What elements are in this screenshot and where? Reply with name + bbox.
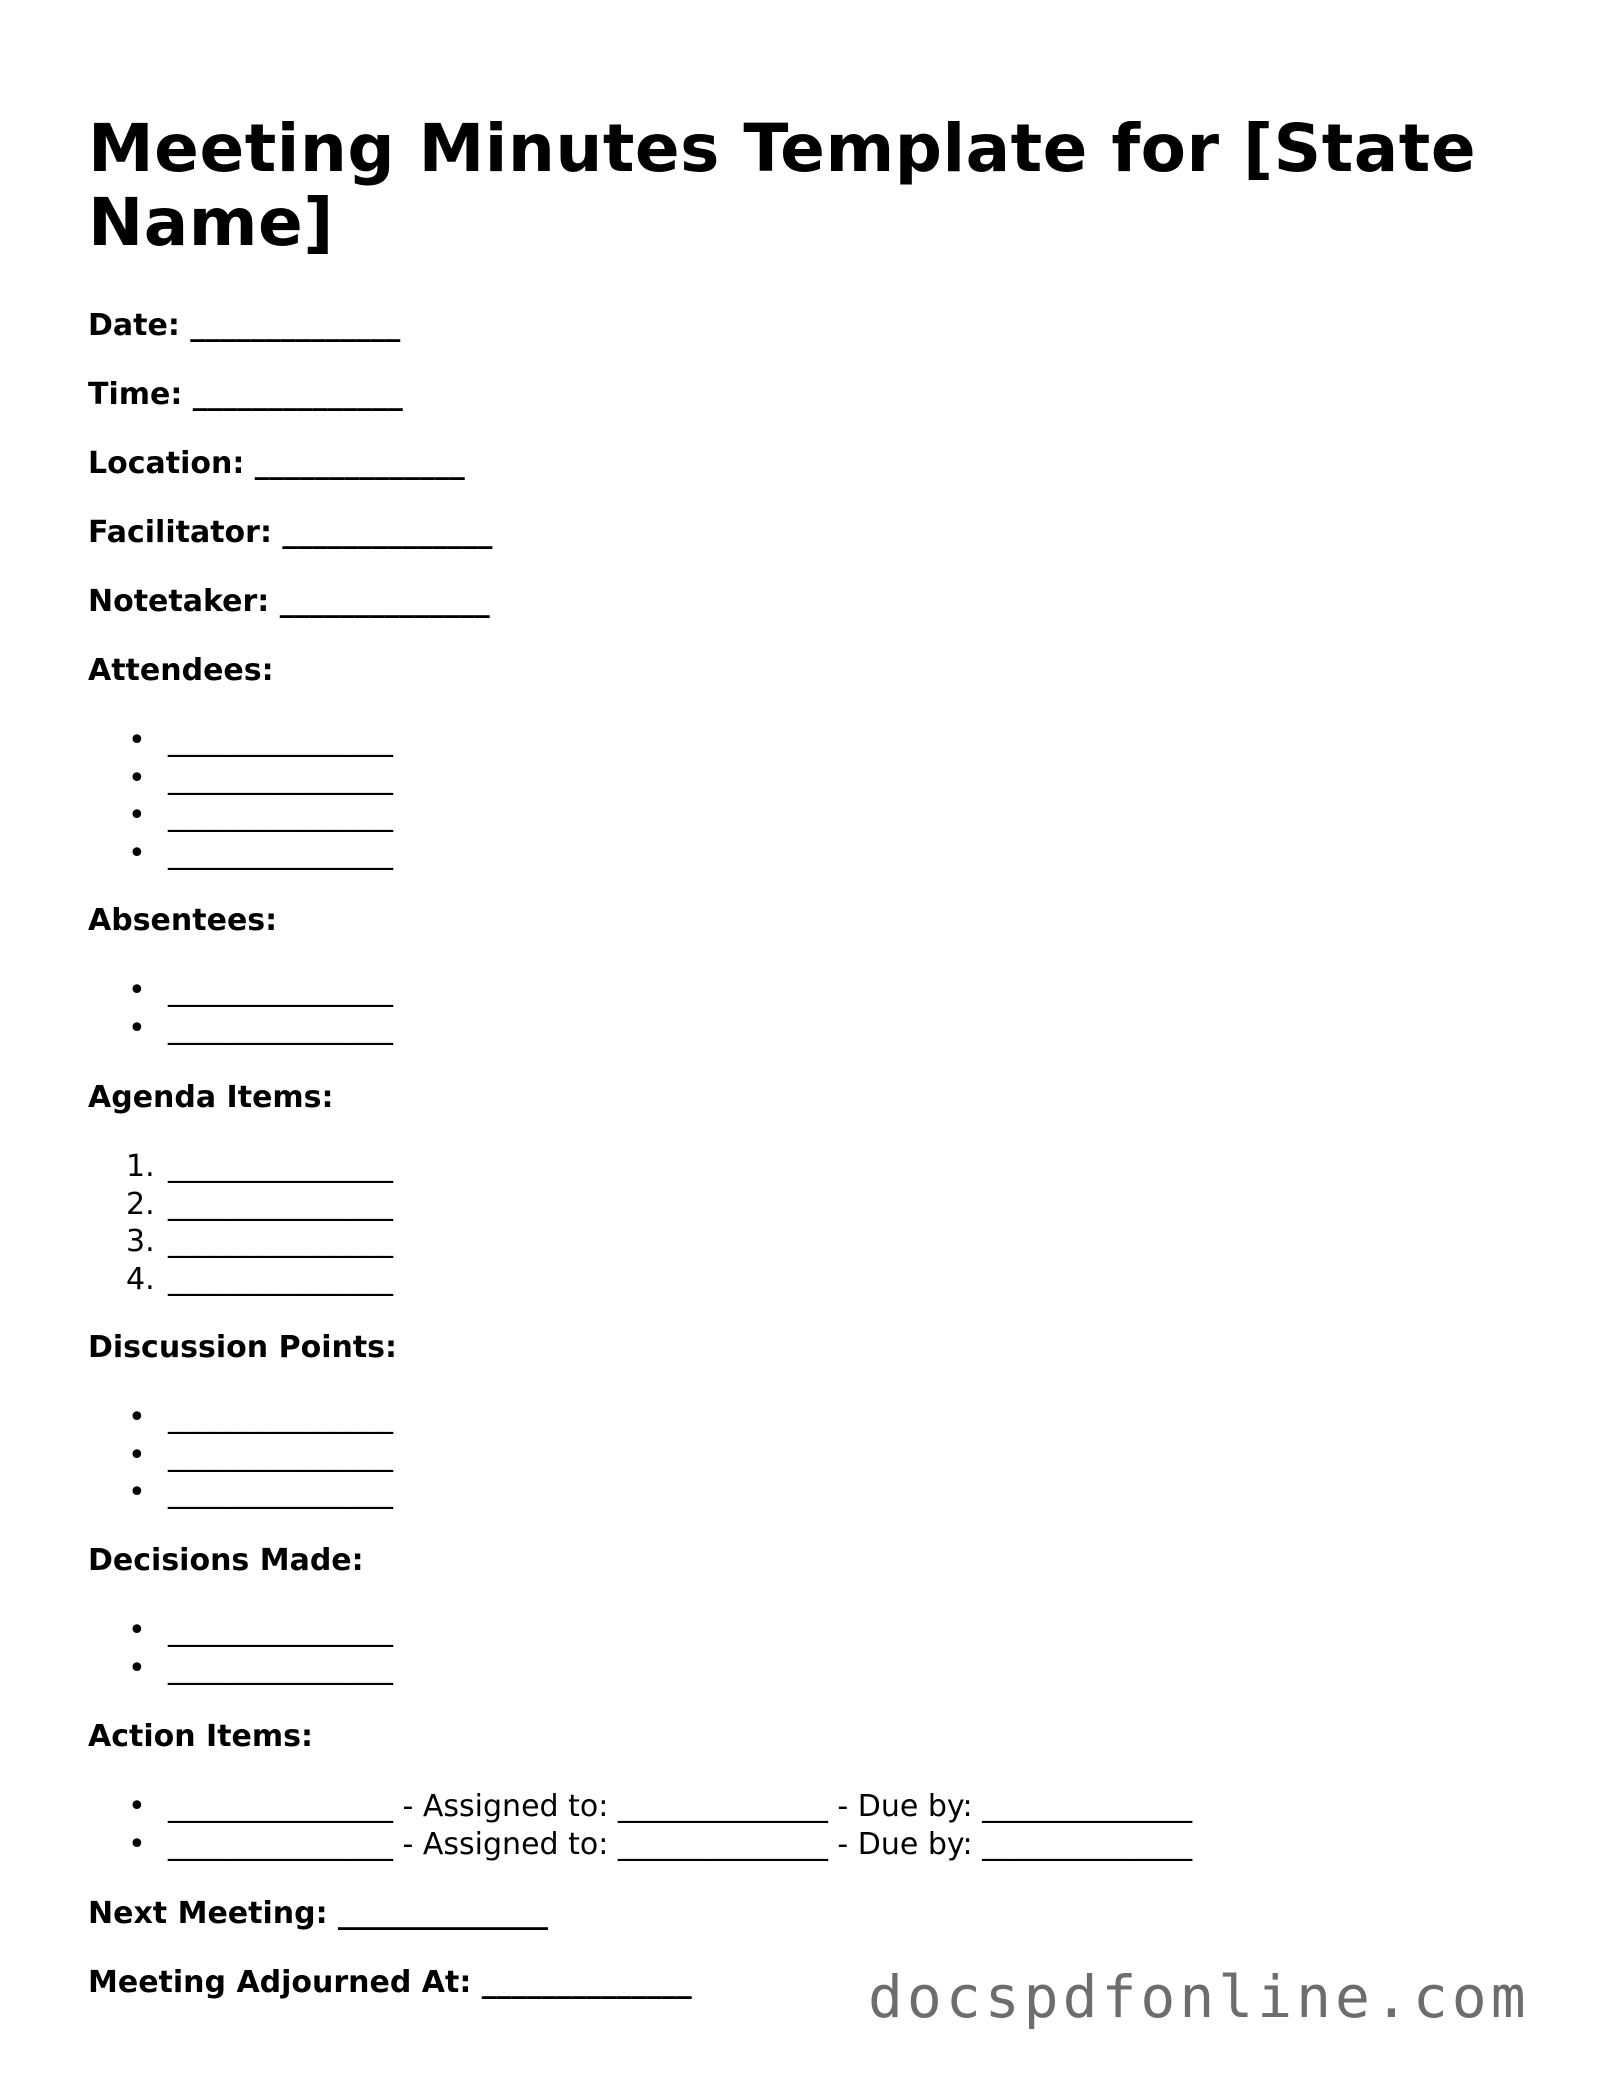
action-item-line: _______________ - Assigned to: ______________ - Due by: ______________ xyxy=(168,1789,1193,1824)
attendees-label: Attendees: xyxy=(88,653,274,688)
bullet-icon: • xyxy=(128,1650,146,1686)
bullet-icon: • xyxy=(128,1400,146,1435)
attendees-list xyxy=(88,722,393,872)
list-item xyxy=(88,797,393,835)
facilitator-field: Facilitator: ______________ xyxy=(88,515,493,550)
bullet-icon: • xyxy=(128,1010,146,1046)
agenda-blank: _______________ xyxy=(168,1186,393,1222)
decisions-label: Decisions Made: xyxy=(88,1543,364,1578)
attendee-blank: _______________ xyxy=(168,723,393,758)
list-item xyxy=(88,1650,393,1688)
adjourned-field: Meeting Adjourned At: ______________ xyxy=(88,1965,692,2000)
bullet-icon: • xyxy=(128,973,146,1008)
absentee-blank: _______________ xyxy=(168,1010,393,1046)
actions-list xyxy=(88,1788,1192,1863)
discussion-blank: _______________ xyxy=(168,1400,393,1435)
item-number: 3. xyxy=(126,1224,155,1259)
list-item xyxy=(88,1223,393,1261)
bullet-icon: • xyxy=(128,798,146,833)
time-field: Time: ______________ xyxy=(88,377,403,412)
list-item xyxy=(88,1826,1192,1864)
decisions-list xyxy=(88,1612,393,1687)
list-item xyxy=(88,1186,393,1224)
agenda-list xyxy=(88,1148,393,1298)
bullet-icon: • xyxy=(128,1613,146,1648)
notetaker-field: Notetaker: ______________ xyxy=(88,584,490,619)
bullet-icon: • xyxy=(128,1437,146,1473)
list-item xyxy=(88,1788,1192,1826)
location-field: Location: ______________ xyxy=(88,446,465,481)
list-item xyxy=(88,760,393,798)
list-item xyxy=(88,1010,393,1048)
discussion-blank: _______________ xyxy=(168,1475,393,1510)
list-item xyxy=(88,972,393,1010)
list-item xyxy=(88,1399,393,1437)
attendee-blank: _______________ xyxy=(168,835,393,871)
agenda-blank: _______________ xyxy=(168,1224,393,1259)
item-number: 4. xyxy=(126,1261,155,1297)
decision-blank: _______________ xyxy=(168,1613,393,1648)
list-item xyxy=(88,1148,393,1186)
next-meeting-field: Next Meeting: ______________ xyxy=(88,1896,549,1931)
agenda-blank: _______________ xyxy=(168,1261,393,1297)
bullet-icon: • xyxy=(128,1826,146,1862)
bullet-icon: • xyxy=(128,760,146,796)
absentee-blank: _______________ xyxy=(168,973,393,1008)
decision-blank: _______________ xyxy=(168,1650,393,1686)
bullet-icon: • xyxy=(128,1789,146,1824)
discussion-list xyxy=(88,1399,393,1512)
watermark-text: docspdfonline.com xyxy=(868,1963,1530,2031)
item-number: 1. xyxy=(126,1149,155,1184)
action-item-line: _______________ - Assigned to: ______________ - Due by: ______________ xyxy=(168,1826,1193,1862)
bullet-icon: • xyxy=(128,723,146,758)
attendee-blank: _______________ xyxy=(168,760,393,796)
list-item xyxy=(88,1474,393,1512)
bullet-icon: • xyxy=(128,835,146,871)
list-item xyxy=(88,1437,393,1475)
discussion-blank: _______________ xyxy=(168,1437,393,1473)
list-item xyxy=(88,1612,393,1650)
actions-label: Action Items: xyxy=(88,1719,313,1754)
bullet-icon: • xyxy=(128,1475,146,1510)
attendee-blank: _______________ xyxy=(168,798,393,833)
list-item xyxy=(88,1261,393,1299)
absentees-list xyxy=(88,972,393,1047)
date-field: Date: ______________ xyxy=(88,308,401,343)
item-number: 2. xyxy=(126,1186,155,1222)
list-item xyxy=(88,835,393,873)
absentees-label: Absentees: xyxy=(88,903,278,938)
discussion-label: Discussion Points: xyxy=(88,1330,398,1365)
document-title: Meeting Minutes Template for [State Name] xyxy=(88,110,1477,261)
agenda-label: Agenda Items: xyxy=(88,1080,334,1115)
list-item xyxy=(88,722,393,760)
agenda-blank: _______________ xyxy=(168,1149,393,1184)
